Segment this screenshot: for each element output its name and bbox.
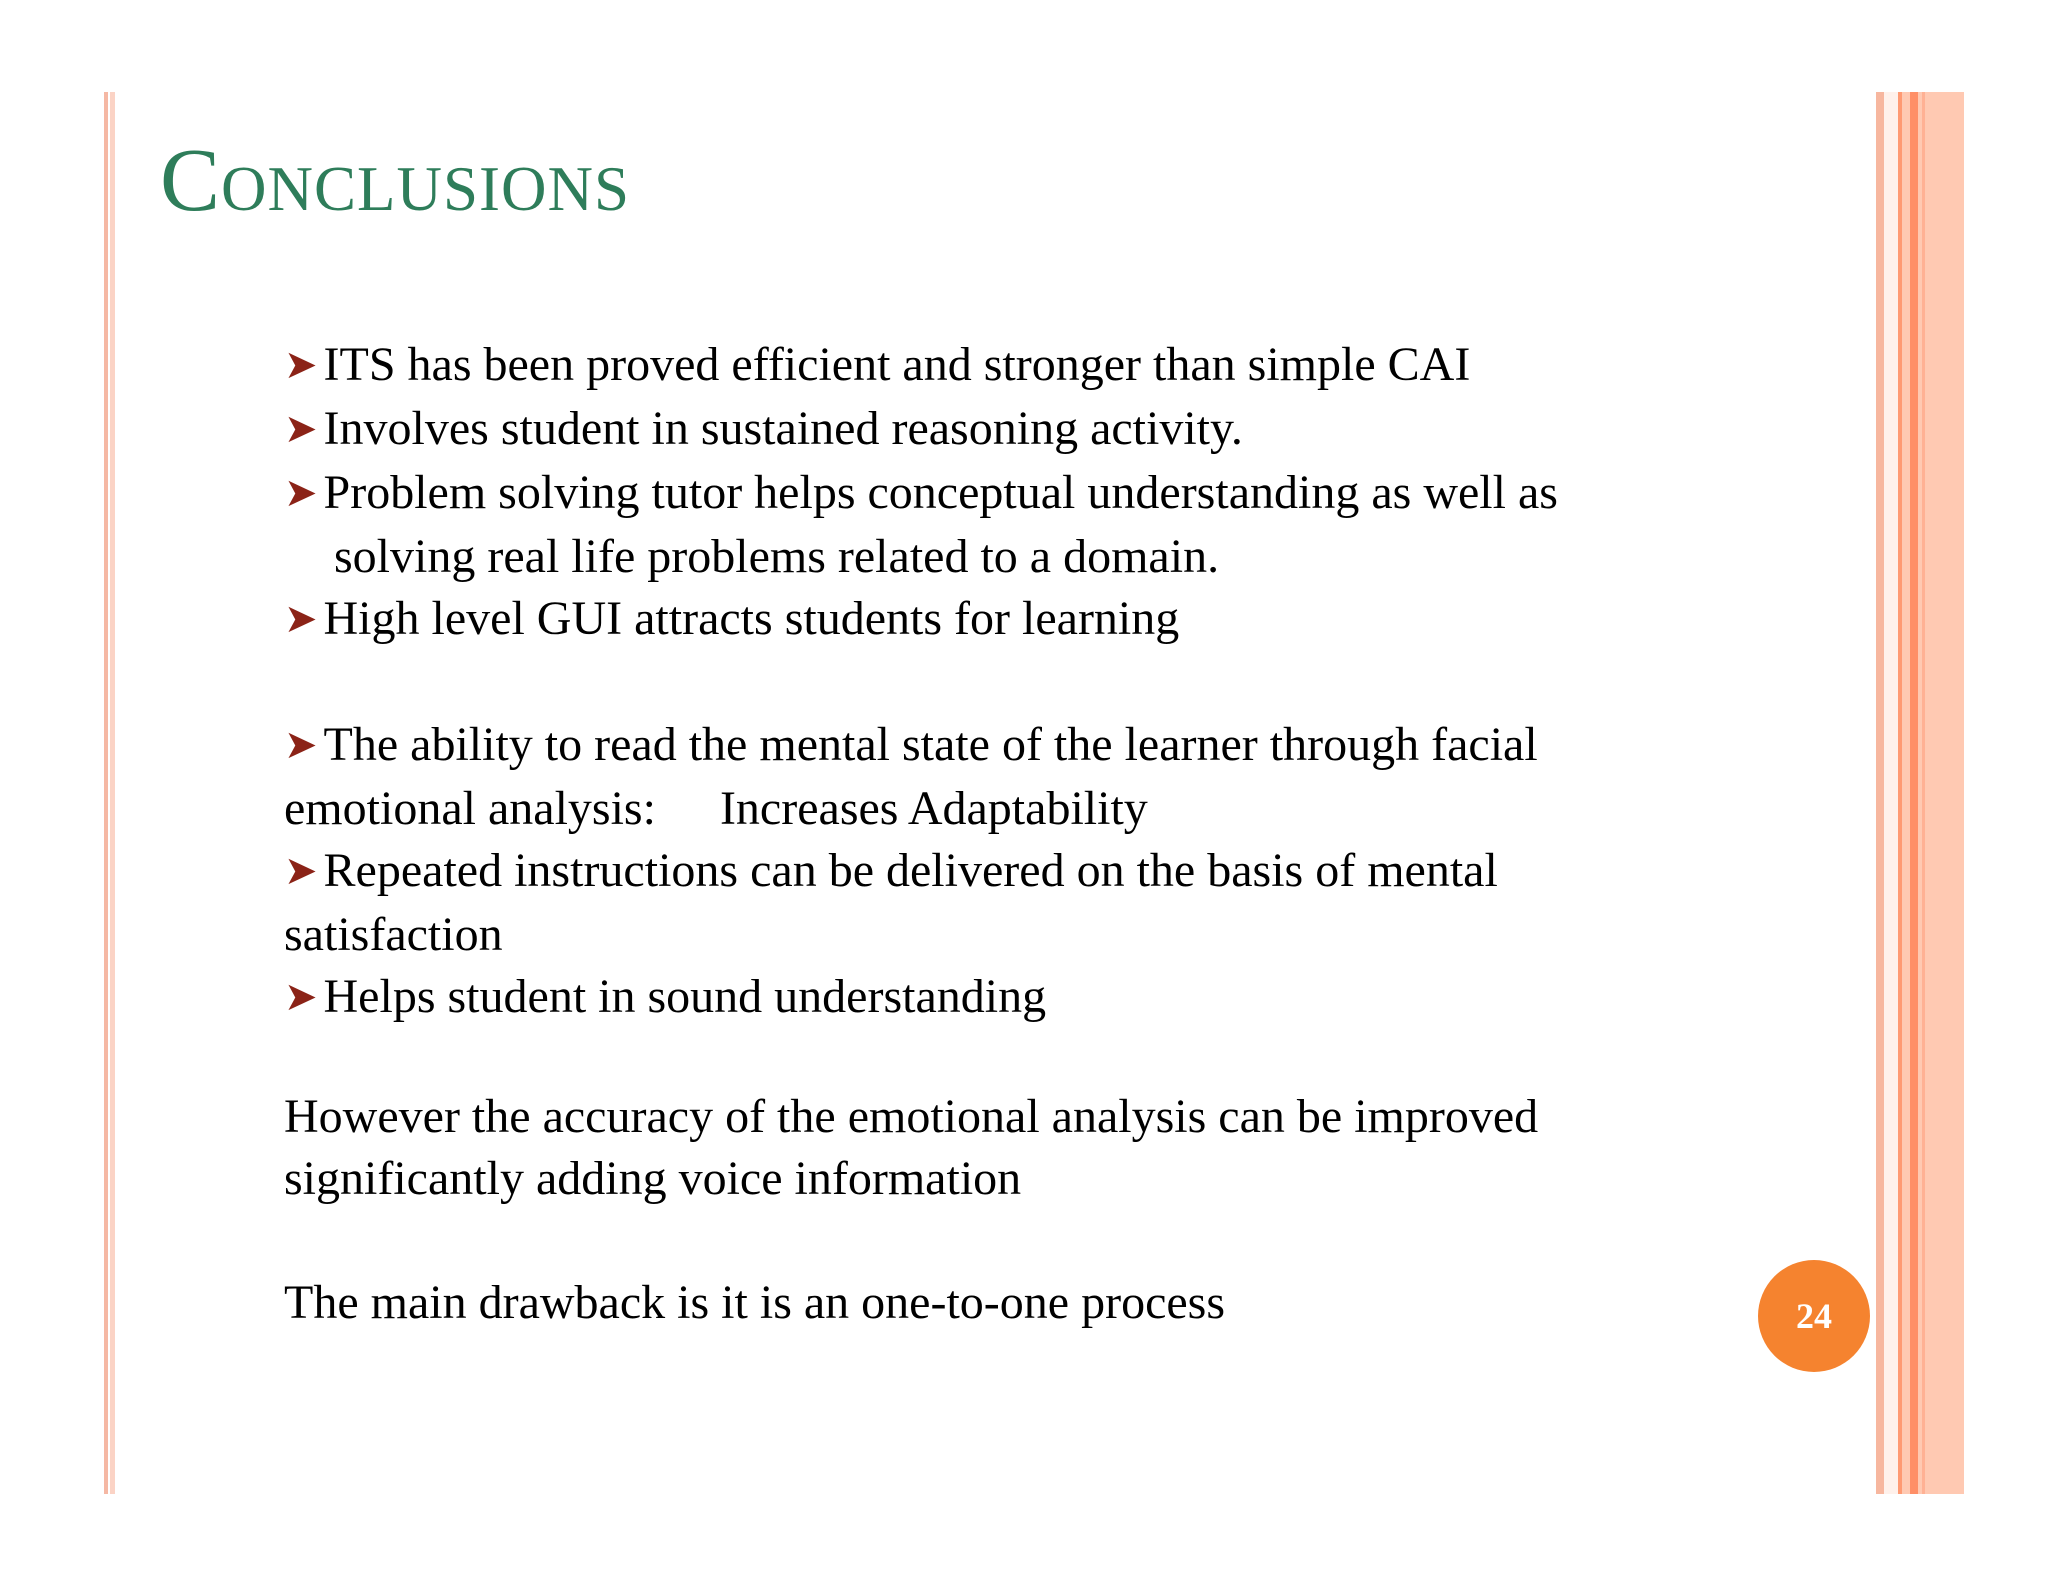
page-number-badge: 24: [1758, 1260, 1870, 1372]
right-border-strip: [1898, 92, 1902, 1494]
paragraph-line: significantly adding voice information: [284, 1152, 1022, 1205]
paragraph-line: However the accuracy of the emotional analysis can be improved: [284, 1090, 1539, 1143]
left-border-line: [104, 92, 108, 1494]
bullet-text: Helps student in sound understanding: [323, 970, 1047, 1023]
bullet-text: Problem solving tutor helps conceptual understanding as well as: [323, 466, 1558, 519]
arrowhead-bullet-icon: ➤: [284, 722, 318, 767]
arrowhead-bullet-icon: ➤: [284, 848, 318, 893]
bullet-text: ITS has been proved efficient and stronger than simple CAI: [323, 338, 1471, 391]
right-border-strip: [1876, 92, 1884, 1494]
continuation-value: Increases Adaptability: [719, 782, 1148, 835]
bullet-item: [284, 462, 1704, 526]
bullet-item: [284, 588, 1704, 652]
spacer: [284, 652, 1704, 714]
arrowhead-bullet-icon: ➤: [284, 342, 318, 387]
right-border-gap: [1884, 92, 1898, 1494]
bullet-text: Involves student in sustained reasoning activity.: [323, 402, 1243, 455]
bullet-continuation: satisfaction: [284, 908, 503, 961]
bullet-text: The ability to read the mental state of the learner through facial: [323, 718, 1538, 771]
bullet-item: [284, 966, 1704, 1030]
bullet-continuation: [284, 778, 1704, 840]
bullet-text: High level GUI attracts students for learning: [323, 592, 1180, 645]
bullet-item: [284, 840, 1704, 904]
bullet-continuation: solving real life problems related to a domain.: [334, 530, 1220, 583]
left-border-line-inner: [110, 92, 115, 1494]
spacer: [284, 1030, 1704, 1086]
bullet-item: [284, 334, 1704, 398]
right-border-strip: [1922, 92, 1925, 1494]
slide-title: Conclusions: [160, 131, 631, 230]
slide-content: [284, 334, 1704, 1334]
spacer: [284, 1210, 1704, 1272]
continuation-label: emotional analysis:: [284, 782, 656, 835]
arrowhead-bullet-icon: ➤: [284, 974, 318, 1019]
bullet-item: [284, 714, 1704, 778]
right-border-strip: [1910, 92, 1918, 1494]
arrowhead-bullet-icon: ➤: [284, 596, 318, 641]
arrowhead-bullet-icon: ➤: [284, 470, 318, 515]
bullet-item: [284, 398, 1704, 462]
bullet-text: Repeated instructions can be delivered on the basis of mental: [323, 844, 1498, 897]
paragraph-line: The main drawback is it is an one-to-one process: [284, 1276, 1226, 1329]
arrowhead-bullet-icon: ➤: [284, 406, 318, 451]
